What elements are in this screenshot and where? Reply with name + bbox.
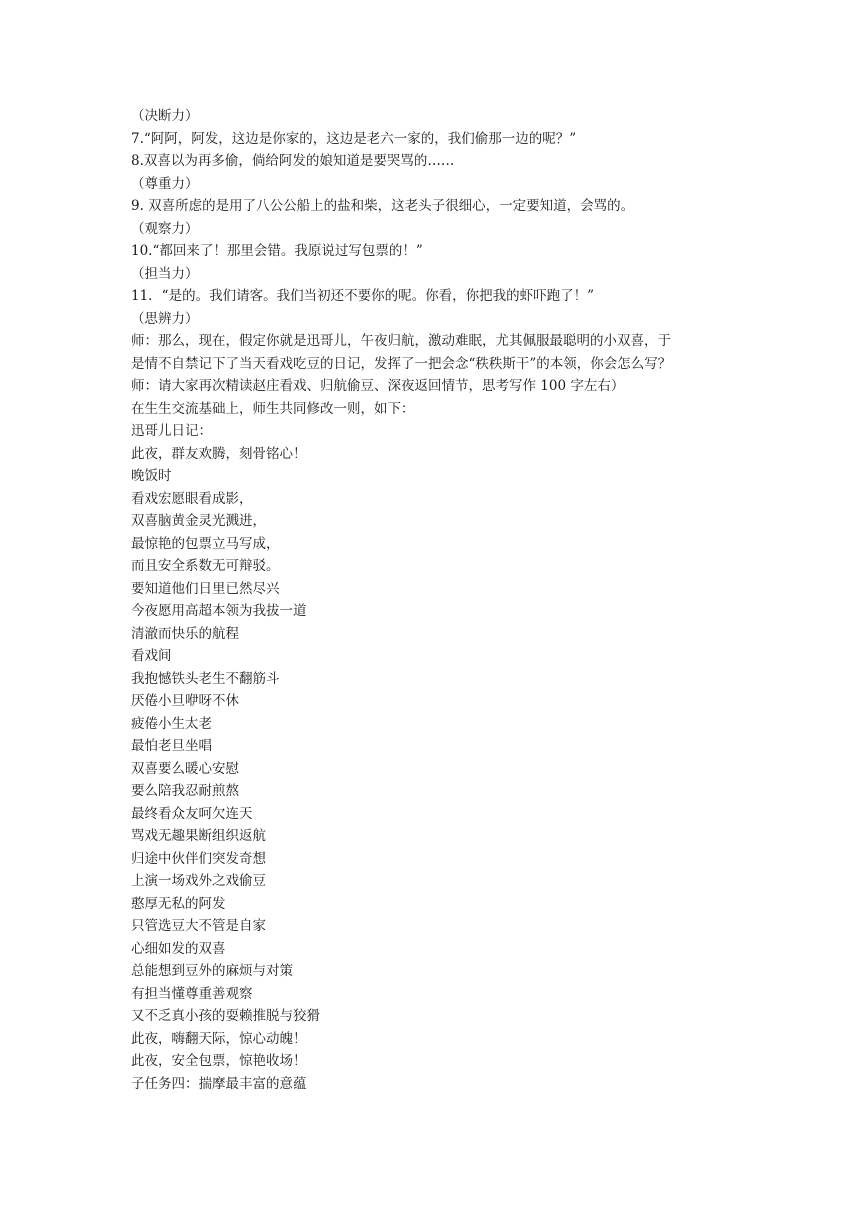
text-line: 清澈而快乐的航程 — [131, 625, 239, 642]
text-line: 要么陪我忍耐煎熬 — [131, 783, 239, 799]
text-line: 双喜脑黄金灵光溅进， — [131, 513, 266, 529]
text-line: （决断力） — [131, 108, 199, 124]
text-line: 憨厚无私的阿发 — [131, 895, 226, 912]
text-line: 上演一场戏外之戏偷豆 — [131, 873, 266, 889]
document-body — [131, 105, 741, 1095]
text-line: 双喜要么暖心安慰 — [131, 760, 239, 777]
text-line: 归途中伙伴们突发奇想 — [131, 850, 266, 867]
text-line: 迅哥儿日记： — [131, 423, 212, 439]
text-line: （担当力） — [131, 265, 199, 282]
text-line: 是情不自禁记下了当天看戏吃豆的日记，发挥了一把会念“秩秩斯干”的本领，你会怎么写？ — [131, 355, 672, 372]
text-line: 只管选豆大不管是自家 — [131, 918, 266, 934]
text-line: 又不乏真小孩的耍赖推脱与狡猾 — [131, 1008, 320, 1024]
text-line: 今夜愿用高超本领为我拔一道 — [131, 603, 307, 619]
text-line: 8.双喜以为再多偷，倘给阿发的娘知道是要哭骂的…… — [131, 153, 455, 169]
text-line: 此夜，嗨翻天际，惊心动魄！ — [131, 1030, 307, 1047]
text-line: 7.“阿阿，阿发，这边是你家的，这边是老六一家的，我们偷那一边的呢？” — [131, 130, 577, 147]
text-line: 11．“是的。我们请客。我们当初还不要你的呢。你看，你把我的虾吓跑了！” — [131, 288, 594, 304]
text-line: 师：那么，现在，假定你就是迅哥儿，午夜归航，激动难眠，尤其佩服最聪明的小双喜，于 — [131, 333, 671, 349]
text-line: 心细如发的双喜 — [131, 940, 226, 957]
text-line: 子任务四：揣摩最丰富的意蕴 — [131, 1075, 307, 1092]
text-line: 我抱憾铁头老生不翻筋斗 — [131, 670, 280, 687]
text-line: 此夜，群友欢腾，刻骨铭心！ — [131, 445, 307, 462]
text-line: 10.“都回来了！那里会错。我原说过写包票的！” — [131, 243, 423, 259]
text-line: 而且安全系数无可辩驳。 — [131, 558, 280, 574]
text-line: 此夜，安全包票，惊艳收场！ — [131, 1053, 307, 1069]
text-line: 最惊艳的包票立马写成， — [131, 535, 280, 552]
text-line: 看戏宏愿眼看成影， — [131, 490, 253, 507]
text-line: 最怕老旦坐唱 — [131, 738, 212, 754]
text-line: 师：请大家再次精读赵庄看戏、归航偷豆、深夜返回情节，思考写作 100 字左右） — [131, 378, 625, 394]
text-line: （观察力） — [131, 220, 199, 237]
text-line: 厌倦小旦咿呀不休 — [131, 693, 239, 709]
text-line: 要知道他们日里已然尽兴 — [131, 580, 280, 597]
text-line: 看戏间 — [131, 648, 172, 664]
text-line: （尊重力） — [131, 175, 199, 192]
text-line: 骂戏无趣果断组织返航 — [131, 828, 266, 844]
text-line: 有担当懂尊重善观察 — [131, 985, 253, 1002]
text-line: （思辨力） — [131, 310, 199, 327]
text-line: 总能想到豆外的麻烦与对策 — [131, 963, 293, 979]
text-line: 疲倦小生太老 — [131, 715, 212, 732]
text-line: 晚饭时 — [131, 468, 172, 484]
text-line: 在生生交流基础上，师生共同修改一则，如下： — [131, 400, 415, 417]
text-line: 9. 双喜所虑的是用了八公公船上的盐和柴，这老头子很细心，一定要知道，会骂的。 — [131, 198, 635, 214]
text-line: 最终看众友呵欠连天 — [131, 805, 253, 822]
